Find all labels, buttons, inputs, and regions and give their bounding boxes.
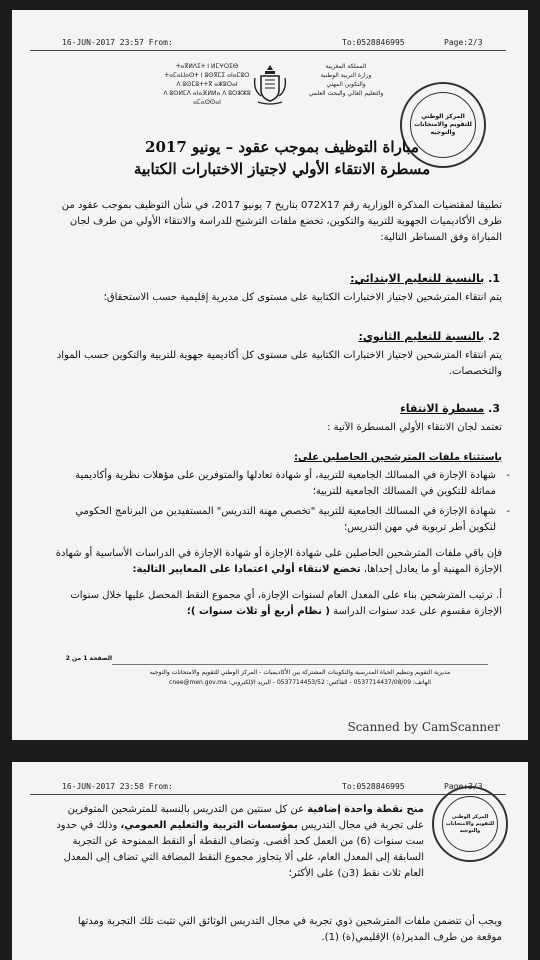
fax-recipient: To:0528846995 — [342, 782, 405, 791]
official-stamp: المركز الوطني للتقويم والامتحانات والتوجيه — [432, 786, 508, 862]
exception-heading: باستثناء ملفات المترشحين الحاصلين على: — [294, 452, 502, 463]
fax-header-rule — [30, 794, 506, 795]
criterion-a: أ. ترتيب المترشحين بناء على المعدل العام لسنوات الإجازة، أي مجموع النقط المحصل عليها خلال سنوات الإجازة مقسوم على عدد سنوات الدراسة ( نظام أربع أو ثلاث سنوات )؛ — [70, 590, 502, 617]
intro-paragraph: تطبيقا لمقتضيات المذكرة الوزارية رقم 072X17 بتاريخ 7 يونيو 2017، في شأن التوظيف بموجب عقود من طرف الأكاديميات الجهوية للتربية والتكوين، تخضع ملفات الترشيح للدراسة والانتقاء الأولي من طرف لجان المباراة وفق المساطر التالية: — [61, 200, 502, 243]
official-stamp: المركز الوطني للتقويم والامتحانات والتوجيه — [400, 82, 486, 168]
section-1-heading: 1. بالنسبة للتعليم الابتدائي: — [350, 272, 500, 285]
section-2-text: يتم انتقاء المترشحين لاجتياز الاختبارات الكتابية على مستوى كل أكاديمية جهوية للتربية والتكوين حسب المواد والتخصصات. — [56, 350, 502, 377]
fax-date-header: 16-JUN-2017 23:57 From: — [62, 38, 173, 47]
camscanner-watermark: Scanned by CamScanner — [347, 720, 500, 734]
footer-contact-line: الهاتف: 0537714437/08/09 - الفاكس: 0537714453/52 - البريد الإلكتروني: cnee@men.gov.ma — [169, 679, 431, 686]
document-title: مباراة التوظيف بموجب عقود – يونيو 2017 — [145, 138, 419, 156]
section-3-text: تعتمد لجان الانتقاء الأولي المسطرة الآتية : — [327, 422, 502, 433]
page-label: الصفحة 1 من 2 — [65, 655, 112, 662]
kingdom-emblem-icon — [252, 62, 288, 106]
remaining-candidates-paragraph: فإن باقي ملفات المترشحين الحاصلين على شهادة الإجازة أو شهادة الإجازة في الدراسات الأساسية أو شهادة الإجازة المهنية أو ما يعادل إحداها، تخضع لانتقاء أولي اعتمادا على المعايير التالية: — [55, 548, 502, 575]
footer-line-1: مديرية التقويم وتنظيم الحياة المدرسية والتكوينات المشتركة بين الأكاديميات - المركز الوطني للتقويم والامتحانات والتوجيه — [149, 669, 451, 676]
section-1-text: يتم انتقاء المترشحين لاجتياز الاختبارات الكتابية على مستوى كل مديرية إقليمية حسب الاستحقاق؛ — [103, 292, 502, 303]
scanned-page-1 — [12, 10, 528, 740]
section-3-heading: 3. مسطرة الانتقاء — [400, 402, 500, 415]
document-subtitle: مسطرة الانتقاء الأولي لاجتياز الاختبارات الكتابية — [133, 160, 431, 178]
exception-bullet-2: - شهادة الإجازة في المسالك الجامعية للتربية "تخصص مهنة التدريس" المستفيدين من البرنامج الحكومي لتكوين أطر تربوية في مهن التدريس؛ — [52, 504, 510, 536]
fax-date-header: 16-JUN-2017 23:58 From: — [62, 782, 173, 791]
ministry-header-arabic: المملكة المغربية وزارة التربية الوطنية والتكوين المهني والتعليم العالي والبحث العلمي — [308, 63, 384, 97]
scanned-page-2 — [12, 762, 528, 960]
additional-point-paragraph: منح نقطة واحدة إضافية عن كل سنتين من التدريس بالنسبة للمترشحين المتوفرين على تجربة في مجال التدريس بمؤسسات التربية والتعليم العمومي، وذلك في حدود ست سنوات (6) من العمل كحد أقصى. وتضاف النقطة أو النقط الممنوحة عن التجربة السابقة إلى المعدل العام، على ألا يتجاوز مجموع النقط المضافة التي تضاف إلى المعدل العام ثلاث نقط (3ن) على الأكثر؛ — [56, 804, 424, 879]
fax-page-number: Page:2/3 — [444, 38, 483, 47]
exception-bullet-1: - شهادة الإجازة في المسالك الجامعية للتربية، أو شهادة تعادلها والمتوفرين على مؤهلات نظرية وأكاديمية مماثلة للتكوين في المسالك الجامعية للتربية؛ — [52, 468, 510, 500]
footer-rule — [112, 664, 488, 665]
section-2-heading: 2. بالنسبة للتعليم الثانوي: — [358, 330, 500, 343]
fax-header-rule — [30, 50, 506, 51]
experience-documents-paragraph: ويجب أن تتضمن ملفات المترشحين ذوي تجربة في مجال التدريس الوثائق التي تثبت تلك التجربة ومدتها موقعة من طرف المدير(ة) الإقليمي(ة) (1). — [77, 916, 502, 943]
fax-page-number: Page:3/3 — [444, 782, 483, 791]
ministry-header-tifinagh: ⵜⴰⴳⵍⴷⵉⵜ ⵏ ⵍⵎⵖⵔⵉⴱ ⵜⴰⵎⴰⵡⴰⵙⵜ ⵏ ⵓⵙⴳⵎⵉ ⴰⵏⴰⵎⵓⵔ ⴷ ⵓⵙⵎⵓⵜⵜⴳ ⴰⵣⵓⵔⴰⵏ ⴷ ⵓⵙⵍⵎⴷ ⴰⵏⴰⴼⵍⵍⴰ ⴷ ⵓⵔⵣⵣⵓ ⴰⵎⴰⵙⵙⴰⵏ — [163, 63, 251, 106]
fax-recipient: To:0528846995 — [342, 38, 405, 47]
